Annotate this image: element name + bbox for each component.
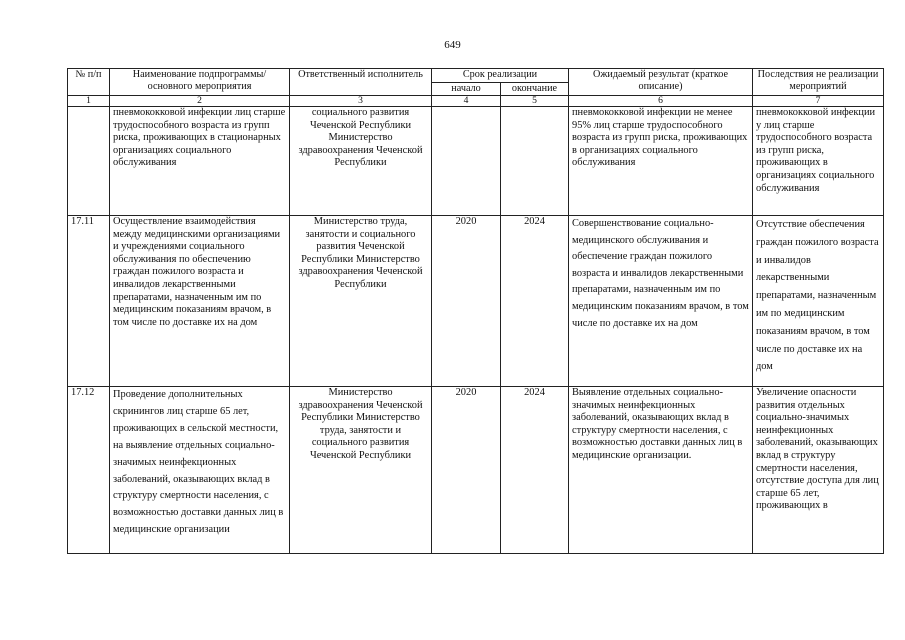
end-year: 2024 (501, 216, 569, 387)
table-row (68, 387, 884, 554)
responsible-executor: Министерство труда, занятости и социального развития Чеченской Республики Министерство здравоохранения Чеченской Республики (290, 216, 432, 387)
header-result: Ожидаемый результат (краткое описание) (569, 69, 753, 96)
responsible-executor: Министерство здравоохранения Чеченской Республики Министерство труда, занятости и социального развития Чеченской Республики (290, 387, 432, 554)
expected-result: Выявление отдельных социально-значимых неинфекционных заболеваний, оказывающих вклад в структуру смертности населения, с возможностью доставки данных лиц в медицинские организации. (569, 387, 753, 554)
header-period: Срок реализации (432, 69, 569, 83)
column-number: 6 (569, 96, 753, 107)
column-number: 4 (432, 96, 501, 107)
column-number: 2 (110, 96, 290, 107)
column-number: 7 (753, 96, 884, 107)
responsible-executor: социального развития Чеченской Республики Министерство здравоохранения Чеченской Республики (290, 107, 432, 216)
table-row (68, 216, 884, 387)
consequences: пневмококковой инфекции у лиц старше трудоспособного возраста из групп риска, проживающих в организациях социального обслуживания (753, 107, 884, 216)
column-number-row (68, 96, 884, 107)
column-number: 5 (501, 96, 569, 107)
row-number: 17.12 (68, 387, 110, 554)
header-num: № п/п (68, 69, 110, 96)
header-executor: Ответственный исполнитель (290, 69, 432, 96)
consequences: Увеличение опасности развития отдельных социально-значимых неинфекционных заболеваний, оказывающих вклад в структуру смертности населения, отсутствие доступа для лиц старше 65 лет, проживающих в (753, 387, 884, 554)
table-row (68, 107, 884, 216)
measure-name: Проведение дополнительных скринингов лиц старше 65 лет, проживающих в сельской местности, на выявление отдельных социально-значимых неинфекционных заболеваний, оказывающих вклад в структуру смертности населения, с возможностью доставки данных лиц в медицинские организации (110, 387, 290, 554)
expected-result: Совершенствование социально-медицинского обслуживания и обеспечение граждан пожилого возраста и инвалидов лекарственными препаратами, назначенным им по медицинским показаниям врачом, в том числе по доставке их на дом (569, 216, 753, 387)
header-row (68, 69, 884, 83)
start-year: 2020 (432, 216, 501, 387)
consequences: Отсутствие обеспечения граждан пожилого возраста и инвалидов лекарственными препаратами, назначенным им по медицинским показаниям врачом, в том числе по доставке их на дом (753, 216, 884, 387)
end-year (501, 107, 569, 216)
start-year (432, 107, 501, 216)
column-number: 1 (68, 96, 110, 107)
row-number: 17.11 (68, 216, 110, 387)
header-name: Наименование подпрограммы/ основного мероприятия (110, 69, 290, 96)
measure-name: Осуществление взаимодействия между медицинскими организациями и учреждениями социального обслуживания по обеспечению граждан пожилого возраста и инвалидов лекарственными препаратами, назначенным им по медицинским показаниям врачом, в том числе по доставке их на дом (110, 216, 290, 387)
column-number: 3 (290, 96, 432, 107)
start-year: 2020 (432, 387, 501, 554)
header-consequences: Последствия не реализации мероприятий (753, 69, 884, 96)
end-year: 2024 (501, 387, 569, 554)
measure-name: пневмококковой инфекции лиц старше трудоспособного возраста из групп риска, проживающих в стационарных организациях социального обслуживания (110, 107, 290, 216)
header-start: начало (432, 83, 501, 96)
program-measures-table (67, 68, 884, 554)
expected-result: пневмококковой инфекции не менее 95% лиц старше трудоспособного возраста из групп риска, проживающих в организациях социального обслуживания (569, 107, 753, 216)
row-number (68, 107, 110, 216)
page-number: 649 (444, 39, 461, 51)
header-end: окончание (501, 83, 569, 96)
